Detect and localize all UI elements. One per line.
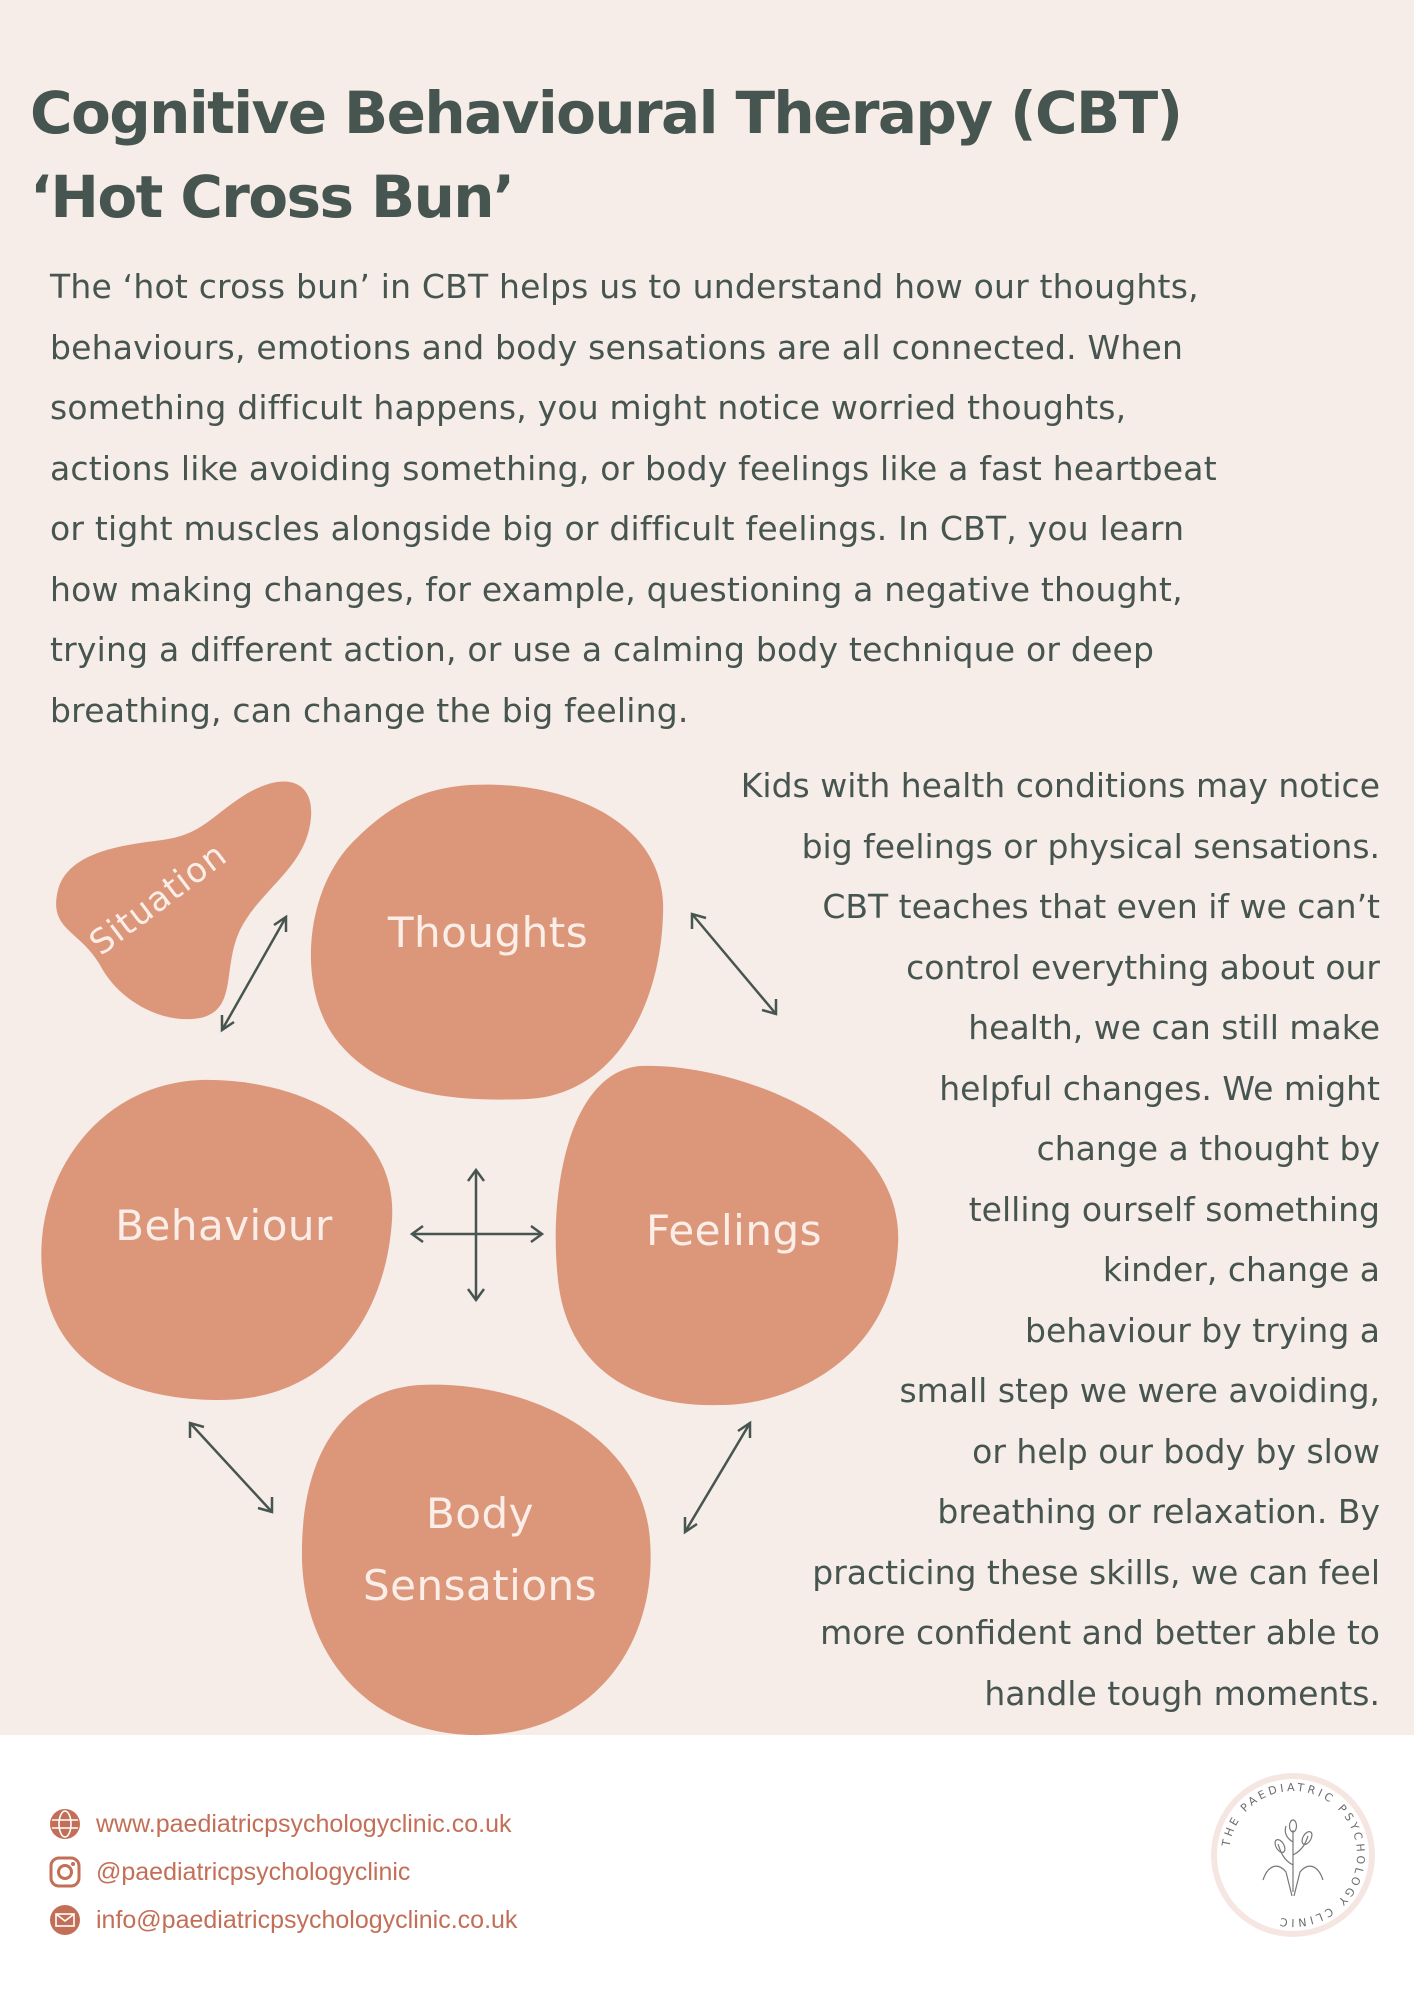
double-arrow-icon — [190, 1423, 272, 1512]
side-line: change a thought by — [1036, 1129, 1380, 1168]
side-line: kinder, change a — [1102, 1250, 1380, 1289]
side-line: CBT teaches that even if we can’t — [822, 887, 1380, 926]
intro-line: The ‘hot cross bun’ in CBT helps us to understand how our thoughts, — [50, 267, 1199, 306]
side-line: control everything about our — [906, 947, 1380, 987]
side-line: handle tough moments. — [984, 1673, 1380, 1713]
side-line: more confident and better able to — [820, 1613, 1380, 1652]
feelings-label: Feelings — [645, 1206, 823, 1255]
email-link[interactable] — [48, 1896, 517, 1944]
body-label-line-2: Sensations — [362, 1561, 598, 1610]
side-line: or help our body by slow — [972, 1431, 1380, 1471]
instagram-link[interactable] — [48, 1848, 517, 1896]
side-line: small step we were avoiding, — [899, 1371, 1380, 1410]
thoughts-label: Thoughts — [387, 908, 589, 957]
intro-line: or tight muscles alongside big or difficult feelings. In CBT, you learn — [50, 509, 1185, 548]
intro-line: how making changes, for example, questioning a negative thought, — [50, 569, 1183, 609]
intro-line: actions like avoiding something, or body feelings like a fast heartbeat — [50, 448, 1217, 488]
side-line: behaviour by trying a — [1025, 1310, 1380, 1350]
side-line: health, we can still make — [968, 1008, 1380, 1047]
svg-text:THE PAEDIATRIC PSYCHOLOGY CLIN: THE PAEDIATRIC PSYCHOLOGY CLINIC — [1219, 1780, 1368, 1930]
side-line: helpful changes. We might — [939, 1068, 1380, 1108]
website-text: www.paediatricpsychologyclinic.co.uk — [96, 1809, 512, 1838]
contact-list — [48, 1800, 517, 1944]
page-title-line-1: Cognitive Behavioural Therapy (CBT) — [30, 79, 1182, 147]
email-text: info@paediatricpsychologyclinic.co.uk — [96, 1905, 518, 1934]
intro-line: something difficult happens, you might notice worried thoughts, — [50, 388, 1127, 427]
side-line: practicing these skills, we can feel — [812, 1552, 1380, 1592]
cross-arrows-icon — [412, 1170, 542, 1300]
behaviour-label: Behaviour — [115, 1201, 333, 1250]
instagram-icon — [48, 1855, 82, 1889]
page-title-line-2: ‘Hot Cross Bun’ — [30, 163, 514, 231]
body-sensations-blob — [302, 1385, 651, 1735]
body-label-line-1: Body — [425, 1489, 535, 1538]
situation-label: Situation — [82, 834, 235, 964]
intro-line: behaviours, emotions and body sensations are all connected. When — [50, 327, 1184, 367]
health-conditions-paragraph — [600, 756, 1380, 1724]
website-link[interactable] — [48, 1800, 517, 1848]
side-line: breathing or relaxation. By — [937, 1492, 1380, 1531]
intro-line: trying a different action, or use a calming body technique or deep — [50, 630, 1155, 669]
mail-icon — [48, 1903, 82, 1937]
intro-line: breathing, can change the big feeling. — [50, 690, 689, 730]
side-line: big feelings or physical sensations. — [801, 826, 1380, 866]
side-line: Kids with health conditions may notice — [740, 766, 1380, 805]
instagram-text: @paediatricpsychologyclinic — [96, 1857, 411, 1886]
intro-paragraph — [50, 257, 1380, 741]
globe-icon — [48, 1807, 82, 1841]
clinic-logo — [1208, 1770, 1378, 1940]
side-line: telling ourself something — [968, 1189, 1380, 1229]
